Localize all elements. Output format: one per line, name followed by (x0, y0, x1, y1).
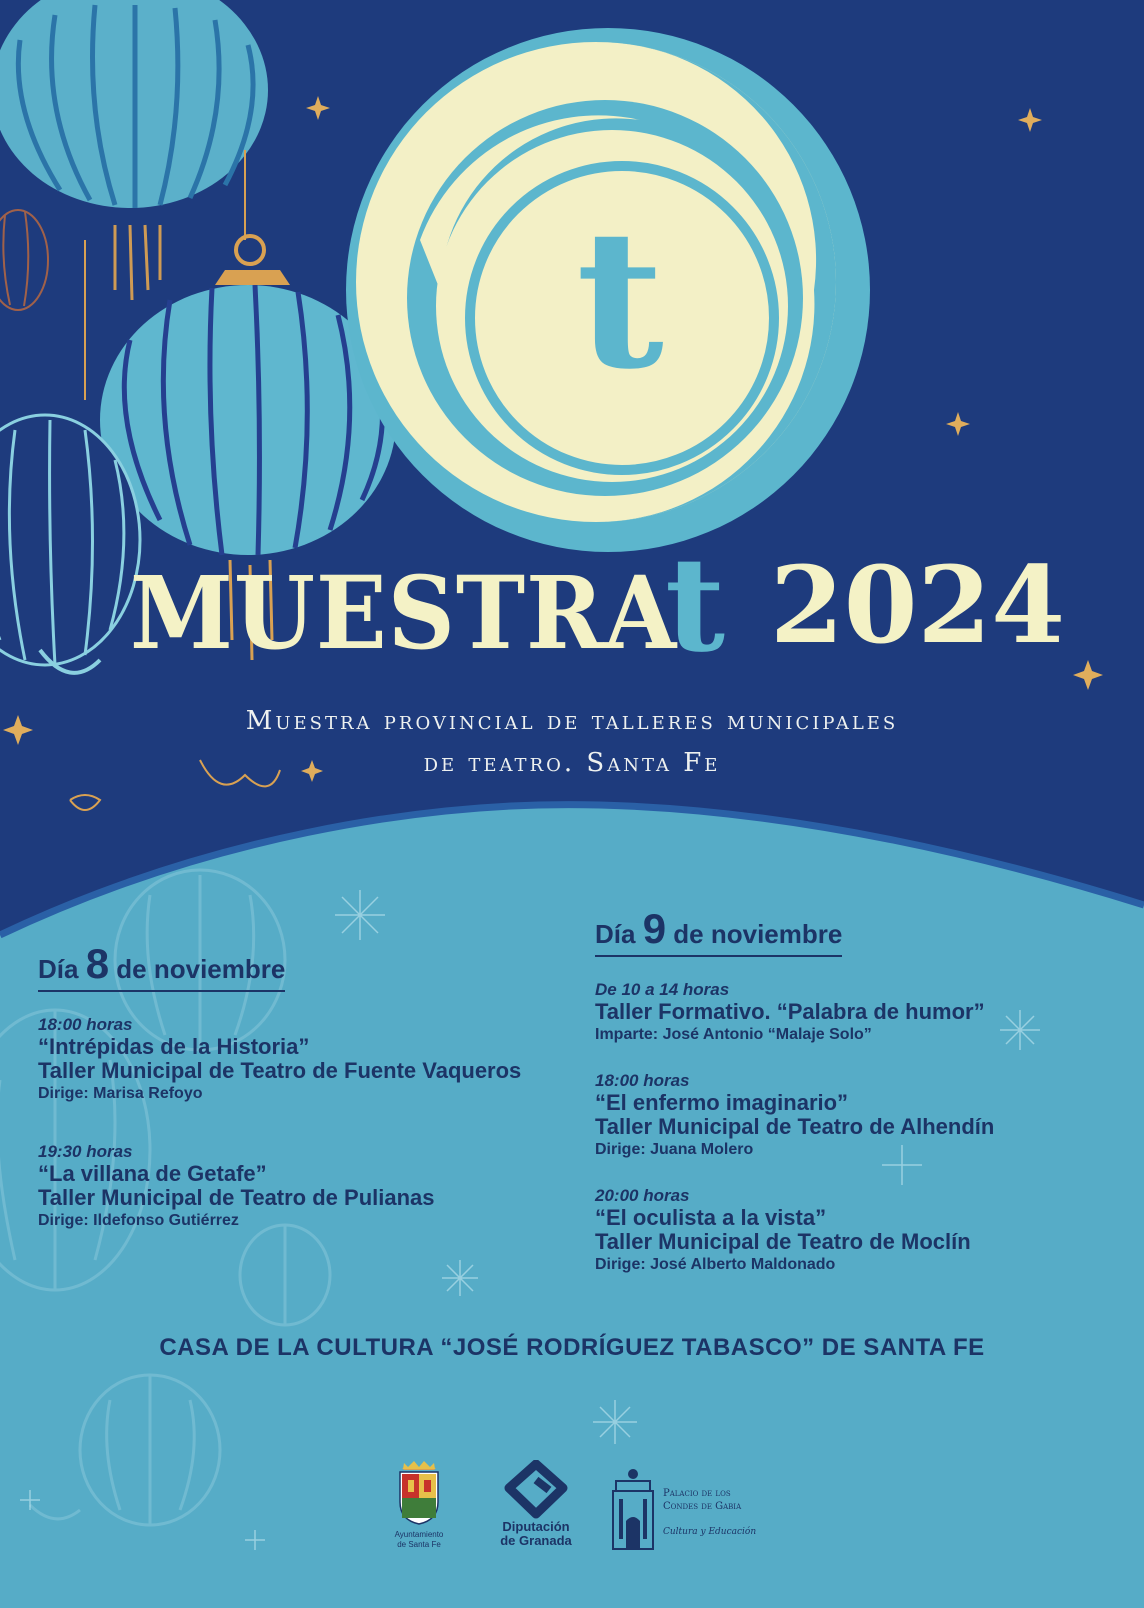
day-heading (595, 905, 842, 957)
title-year: 2024 (770, 542, 1066, 667)
day-9-schedule (595, 905, 1125, 1276)
gabia-caption-2: Condes de Gabia (663, 1501, 742, 1512)
coat-of-arms-icon (394, 1460, 444, 1530)
event-director: Dirige: Marisa Refoyo (38, 1085, 203, 1102)
title-word: MUESTRA (130, 554, 678, 672)
event-time: 20:00 horas (595, 1186, 690, 1205)
subtitle (60, 700, 1084, 784)
ayuntamiento-logo (388, 1460, 450, 1550)
event-title: Taller Formativo. “Palabra de humor” (595, 999, 985, 1024)
palacio-gabia-logo (608, 1465, 778, 1555)
event-time: De 10 a 14 horas (595, 980, 730, 999)
palace-icon (610, 1465, 656, 1551)
event-director: Imparte: José Antonio “Malaje Solo” (595, 1026, 872, 1043)
event-title: “El enfermo imaginario” (595, 1090, 849, 1115)
day-8-schedule (38, 940, 558, 1232)
subtitle-line-1: Muestra provincial de talleres municipales (245, 706, 899, 736)
ayuntamiento-caption-1: Ayuntamiento (394, 1530, 444, 1539)
title-letter: t (665, 528, 726, 681)
event-director: Dirige: Ildefonso Gutiérrez (38, 1212, 239, 1229)
diputacion-caption-1: Diputación (502, 1519, 570, 1534)
event-director: Dirige: Juana Molero (595, 1141, 754, 1158)
emblem-letter: t (576, 188, 664, 411)
ayuntamiento-caption-2: de Santa Fe (397, 1540, 441, 1549)
event-item (38, 1014, 558, 1105)
event-item (595, 979, 1125, 1046)
day-prefix: Día (595, 919, 636, 949)
event-director: Dirige: José Alberto Maldonado (595, 1256, 836, 1273)
day-month: de noviembre (673, 919, 843, 949)
event-time: 18:00 horas (595, 1071, 690, 1090)
subtitle-line-2: de teatro. Santa Fe (423, 748, 721, 778)
gabia-caption-1: Palacio de los (663, 1488, 731, 1499)
event-company: Taller Municipal de Teatro de Fuente Vaqueros (38, 1058, 522, 1083)
festival-title (130, 528, 1066, 681)
event-company: Taller Municipal de Teatro de Moclín (595, 1229, 971, 1254)
event-item (595, 1070, 1125, 1161)
event-time: 18:00 horas (38, 1015, 133, 1034)
venue: CASA DE LA CULTURA “JOSÉ RODRÍGUEZ TABASCO” DE SANTA FE (159, 1334, 985, 1361)
event-item (595, 1185, 1125, 1276)
event-title: “Intrépidas de la Historia” (38, 1034, 310, 1059)
day-number: 9 (642, 905, 667, 952)
day-prefix: Día (38, 954, 79, 984)
diputacion-caption-2: de Granada (500, 1533, 572, 1548)
event-title: “El oculista a la vista” (595, 1205, 827, 1230)
event-item (38, 1141, 558, 1232)
event-company: Taller Municipal de Teatro de Pulianas (38, 1185, 435, 1210)
event-title: “La villana de Getafe” (38, 1161, 267, 1186)
day-heading (38, 940, 285, 992)
event-time: 19:30 horas (38, 1142, 133, 1161)
diputacion-logo (488, 1460, 584, 1548)
event-company: Taller Municipal de Teatro de Alhendín (595, 1114, 995, 1139)
day-number: 8 (85, 940, 110, 987)
day-month: de noviembre (116, 954, 286, 984)
diputacion-icon (501, 1460, 571, 1520)
gabia-tagline: Cultura y Educación (663, 1527, 757, 1537)
